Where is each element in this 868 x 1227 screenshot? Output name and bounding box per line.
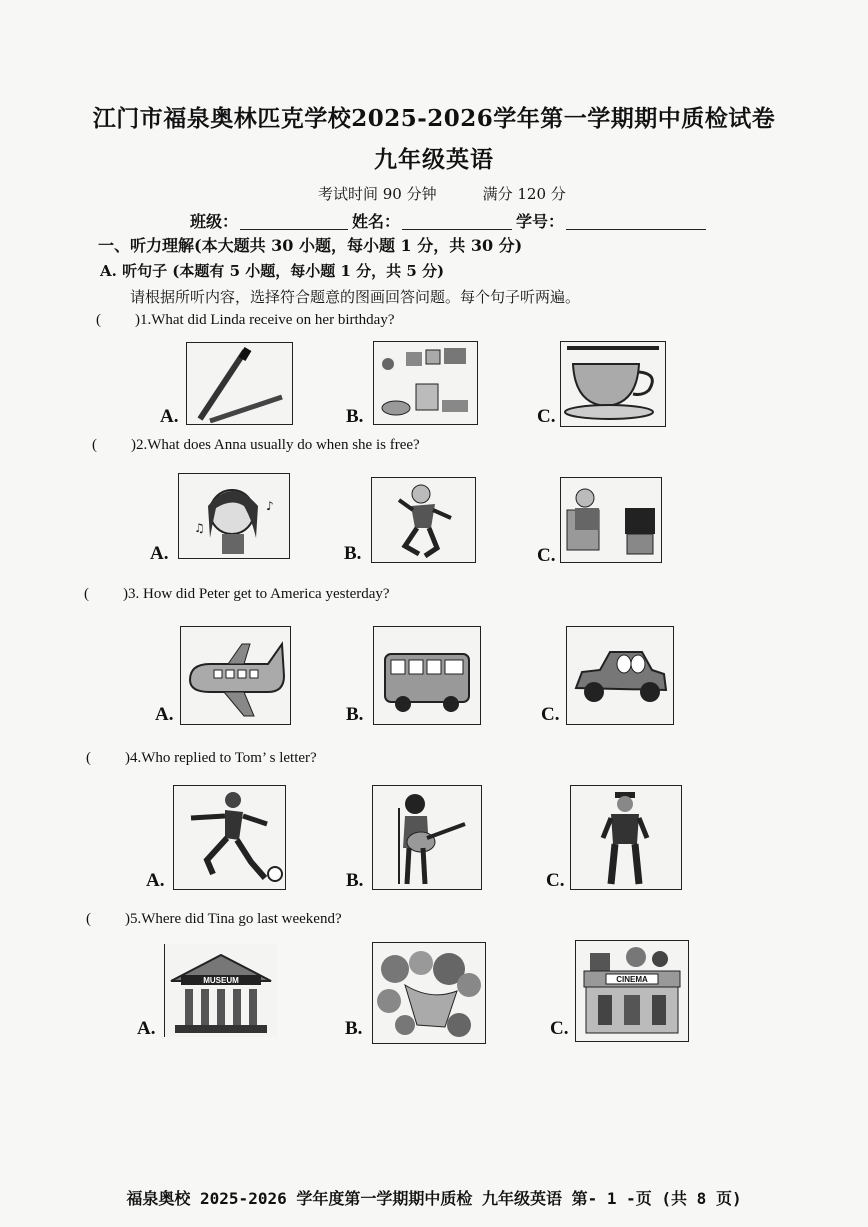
question-1: ( )1.What did Linda receive on her birthday? (96, 312, 395, 328)
q5-option-b[interactable]: B. (345, 1018, 363, 1039)
q2-option-a[interactable]: A. (150, 543, 169, 564)
number-label: 学号： (516, 212, 565, 231)
dancing-icon (371, 477, 476, 563)
instruction: 请根据所听内容，选择符合题意的图画回答问题。每个句子听两遍。 (130, 288, 581, 306)
full-score: 满分 120 分 (482, 185, 566, 203)
car-icon (566, 626, 674, 725)
svg-text:♪: ♪ (266, 499, 274, 513)
q2-option-c[interactable]: C. (537, 545, 556, 566)
museum-icon (164, 944, 277, 1037)
name-blank[interactable] (402, 215, 512, 230)
student-info (190, 209, 710, 232)
class-label: 班级： (190, 212, 239, 231)
q1-option-c[interactable]: C. (537, 406, 556, 427)
question-5: ( )5.Where did Tina go last weekend? (86, 911, 342, 927)
question-4: ( )4.Who replied to Tom’ s letter? (86, 750, 317, 766)
singer-icon (372, 785, 482, 890)
class-blank[interactable] (240, 215, 348, 230)
q3-option-b[interactable]: B. (346, 704, 364, 725)
q5-option-a[interactable]: A. (137, 1018, 156, 1039)
q1-option-b[interactable]: B. (346, 406, 364, 427)
cinema-icon (575, 940, 689, 1042)
section-heading: 一、听力理解(本大题共 30 小题，每小题 1 分，共 30 分) (98, 236, 523, 255)
teacup-icon (560, 341, 666, 427)
exam-subtitle: 九年级英语 (374, 146, 494, 173)
policeman-icon (570, 785, 682, 890)
food-items-icon (373, 341, 478, 425)
chopsticks-icon (186, 342, 293, 425)
svg-text:♫: ♫ (194, 521, 205, 535)
q1-option-a[interactable]: A. (160, 406, 179, 427)
bus-icon (373, 626, 481, 725)
listening-music-icon (178, 473, 290, 559)
football-player-icon (173, 785, 286, 890)
forest-icon (372, 942, 486, 1044)
q4-option-c[interactable]: C. (546, 870, 565, 891)
question-3: ( )3. How did Peter get to America yesterday? (84, 586, 390, 602)
museum-label: MUSEUM (203, 975, 239, 985)
name-label: 姓名： (352, 212, 401, 231)
page-footer: 福泉奥校 2025-2026 学年度第一学期期中质检 九年级英语 第- 1 -页 (共 8 页) (126, 1189, 742, 1208)
question-2: ( )2.What does Anna usually do when she is free? (92, 437, 420, 453)
watching-tv-icon (560, 477, 662, 563)
number-blank[interactable] (566, 215, 706, 230)
airplane-icon (180, 626, 291, 725)
exam-time: 考试时间 90 分钟 (318, 185, 437, 203)
q4-option-b[interactable]: B. (346, 870, 364, 891)
exam-title: 江门市福泉奥林匹克学校2025-2026学年第一学期期中质检试卷 (92, 105, 776, 132)
q4-option-a[interactable]: A. (146, 870, 165, 891)
cinema-label: CINEMA (616, 975, 648, 984)
q3-option-a[interactable]: A. (155, 704, 174, 725)
part-a-heading: A. 听句子 (本题有 5 小题，每小题 1 分，共 5 分) (100, 262, 445, 280)
q2-option-b[interactable]: B. (344, 543, 362, 564)
q5-option-c[interactable]: C. (550, 1018, 569, 1039)
exam-meta (318, 183, 566, 204)
q3-option-c[interactable]: C. (541, 704, 560, 725)
